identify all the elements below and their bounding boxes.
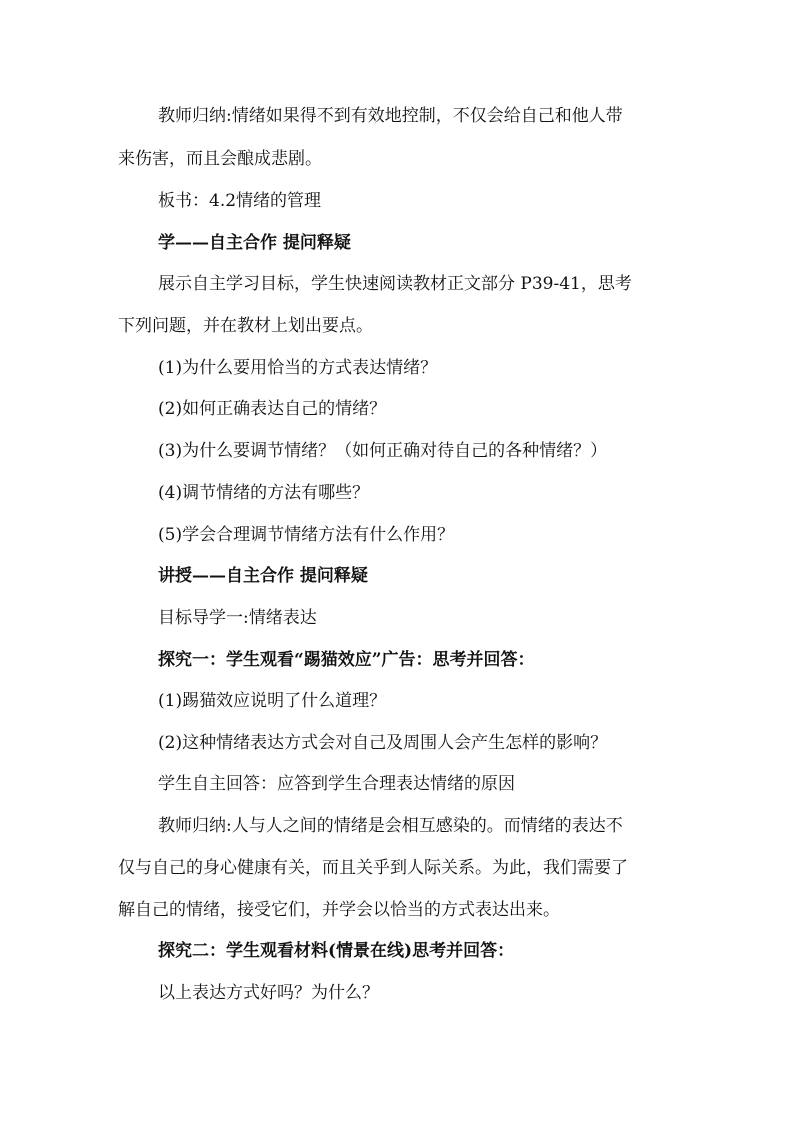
paragraph-teacher-summary-1-line-2: 来伤害，而且会酿成悲剧。 xyxy=(118,149,322,169)
paragraph-teacher-summary-2-line-2: 仅与自己的身心健康有关，而且关乎到人际关系。为此，我们需要了 xyxy=(118,858,628,878)
question-item-2: (2)如何正确表达自己的情绪？ xyxy=(158,399,387,419)
paragraph-self-study-line-1: 展示自主学习目标，学生快速阅读教材正文部分 P39-41，思考 xyxy=(158,274,632,294)
board-title: 板书：4.2情绪的管理 xyxy=(158,191,322,211)
question-item-1: (1)为什么要用恰当的方式表达情绪？ xyxy=(158,358,438,378)
section-heading-lecture: 讲授——自主合作 提问释疑 xyxy=(158,566,368,586)
paragraph-teacher-summary-2-line-3: 解自己的情绪，接受它们，并学会以恰当的方式表达出来。 xyxy=(118,900,560,920)
inquiry-one-question-2: (2)这种情绪表达方式会对自己及周围人会产生怎样的影响？ xyxy=(158,733,608,753)
question-item-4: (4)调节情绪的方法有哪些？ xyxy=(158,483,370,503)
paragraph-teacher-summary-1-line-1: 教师归纳:情绪如果得不到有效地控制，不仅会给自己和他人带 xyxy=(158,106,623,126)
paragraph-self-study-line-2: 下列问题，并在教材上划出要点。 xyxy=(118,316,373,336)
goal-heading: 目标导学一:情绪表达 xyxy=(158,608,317,628)
question-item-5: (5)学会合理调节情绪方法有什么作用？ xyxy=(158,525,455,545)
inquiry-one-heading: 探究一：学生观看“踢猫效应”广告：思考并回答： xyxy=(158,650,535,670)
student-answer: 学生自主回答：应答到学生合理表达情绪的原因 xyxy=(158,774,515,794)
inquiry-two-question: 以上表达方式好吗？为什么？ xyxy=(158,983,379,1003)
paragraph-teacher-summary-2-line-1: 教师归纳:人与人之间的情绪是会相互感染的。而情绪的表达不 xyxy=(158,816,623,836)
question-item-3: (3)为什么要调节情绪？（如何正确对待自己的各种情绪？） xyxy=(158,441,608,461)
section-heading-study: 学——自主合作 提问释疑 xyxy=(158,233,351,253)
inquiry-two-heading: 探究二：学生观看材料(情景在线)思考并回答： xyxy=(158,941,515,961)
inquiry-one-question-1: (1)踢猫效应说明了什么道理？ xyxy=(158,691,387,711)
